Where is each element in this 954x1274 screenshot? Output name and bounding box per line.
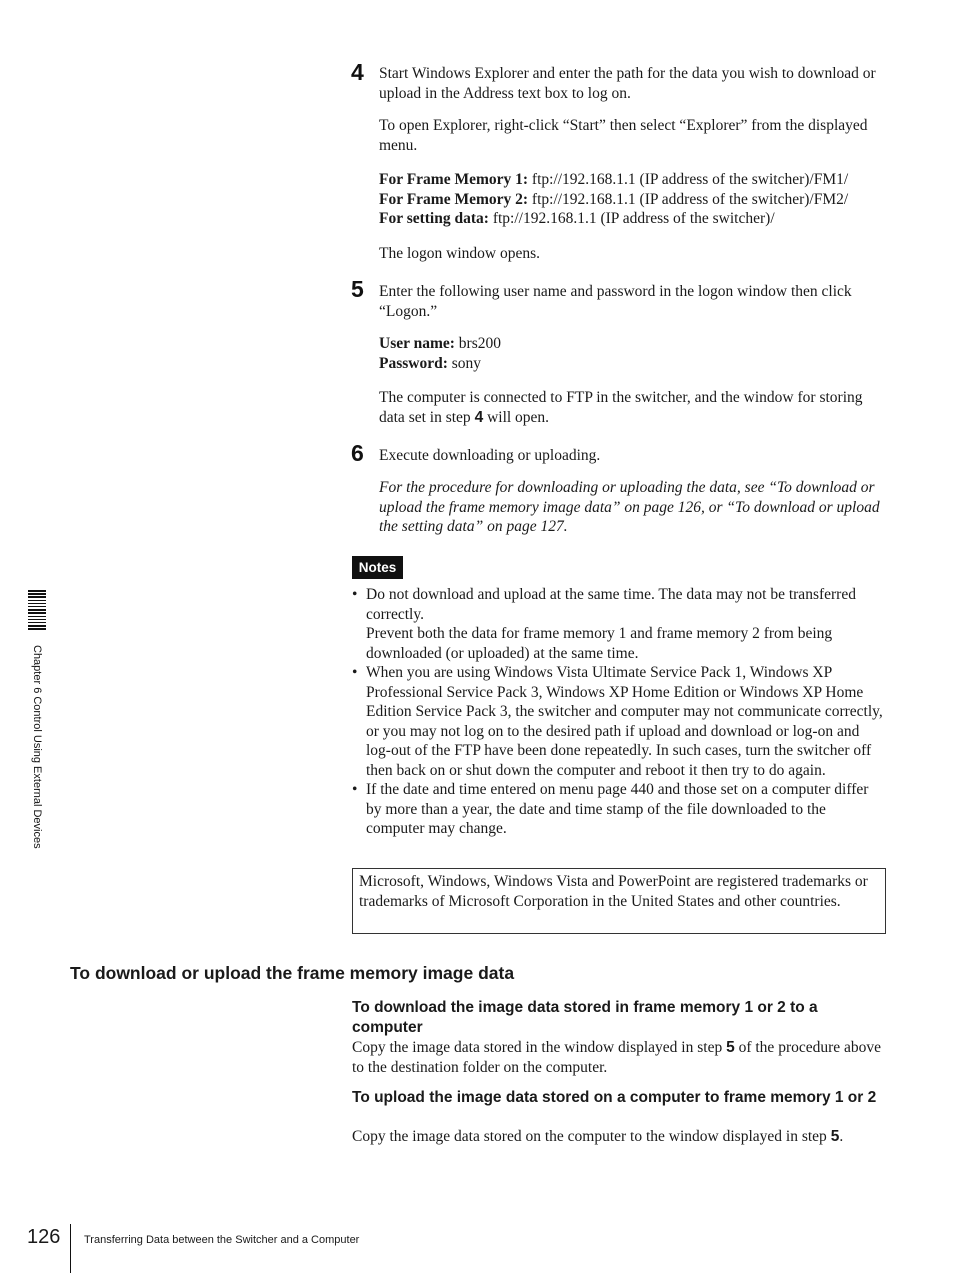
step-6-text: Execute downloading or uploading. xyxy=(379,447,601,464)
step-5-number: 5 xyxy=(351,276,364,302)
step-5-text: Enter the following user name and password in the logon window then click “Logon.” xyxy=(379,283,852,320)
step-5-credentials xyxy=(379,334,889,373)
step-4-paths xyxy=(379,170,899,229)
password-line: Password: sony xyxy=(379,354,482,372)
footer-title: Transferring Data between the Switcher and a Computer xyxy=(84,1234,360,1246)
path-frame-memory-1: For Frame Memory 1: ftp://192.168.1.1 (IP address of the switcher)/FM1/ xyxy=(379,171,849,188)
step-4-text: Start Windows Explorer and enter the path for the data you wish to download or upload in the Address text box to log on. xyxy=(379,65,876,102)
upload-instructions: Copy the image data stored on the computer to the window displayed in step 5. xyxy=(352,1128,844,1145)
page-number: 126 xyxy=(27,1226,61,1248)
path-frame-memory-2: For Frame Memory 2: ftp://192.168.1.1 (IP address of the switcher)/FM2/ xyxy=(379,190,849,208)
step-4-logon-opens: The logon window opens. xyxy=(379,245,541,262)
step-4-number: 4 xyxy=(351,59,364,85)
chapter-tab-marker xyxy=(28,590,46,631)
note-item: • Do not download and upload at the same time. The data may not be transferred correctly. Prevent both the data for frame memory 1 and frame memory 2 from being downloaded (or uploaded) at the same time. xyxy=(352,586,856,662)
step-4-explorer-note: To open Explorer, right-click “Start” then select “Explorer” from the displayed menu. xyxy=(379,117,868,154)
notes-badge: Notes xyxy=(352,556,403,579)
trademark-box: Microsoft, Windows, Windows Vista and PowerPoint are registered trademarks or trademarks of Microsoft Corporation in the United States and other countries. xyxy=(352,868,886,934)
download-subheading: To download the image data stored in frame memory 1 or 2 to a computer xyxy=(352,999,818,1036)
step-6-reference: For the procedure for downloading or uploading the data, see “To download or upload the frame memory image data” on page 126, or “To download or upload the setting data” on page 127. xyxy=(379,479,880,535)
user-name-line: User name: brs200 xyxy=(379,335,501,352)
step-5-connected: The computer is connected to FTP in the switcher, and the window for storing data set in step 4 will open. xyxy=(379,389,863,426)
download-instructions: Copy the image data stored in the window displayed in step 5 of the procedure above to the destination folder on the computer. xyxy=(352,1039,882,1076)
section-heading: To download or upload the frame memory image data xyxy=(70,963,515,983)
notes-list xyxy=(352,585,887,839)
step-6-number: 6 xyxy=(351,440,364,466)
chapter-side-label: Chapter 6 Control Using External Devices xyxy=(31,645,43,849)
footer-divider xyxy=(70,1224,71,1273)
note-item: • When you are using Windows Vista Ultimate Service Pack 1, Windows XP Professional Service Pack 3, Windows XP Home Edition or Windows XP Home Edition Service Pack 3, the switcher and computer may not communicate correctly, or you may not log on to the desired path if upload and download or log-on and log-out of the FTP have been done repeatedly. In such cases, turn the switcher off then back on or shut down the computer and reboot it then try to do again. xyxy=(352,664,883,779)
upload-subheading: To upload the image data stored on a computer to frame memory 1 or 2 xyxy=(352,1089,877,1106)
note-item: • If the date and time entered on menu page 440 and those set on a computer differ by more than a year, the date and time stamp of the file downloaded to the computer may change. xyxy=(352,781,869,837)
path-setting-data: For setting data: ftp://192.168.1.1 (IP address of the switcher)/ xyxy=(379,210,775,227)
